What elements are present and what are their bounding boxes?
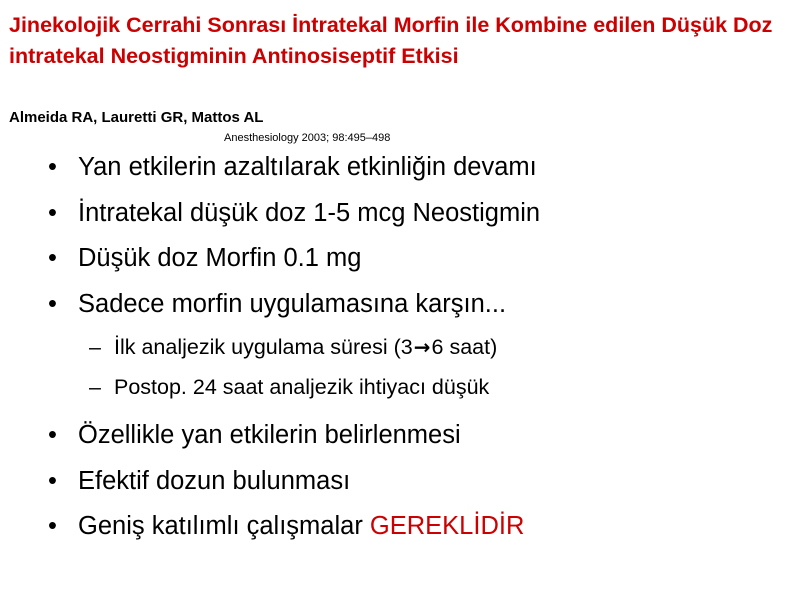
bullet-text: Efektif dozun bulunması — [78, 466, 351, 495]
arrow-right-icon: → — [413, 334, 431, 359]
bullet-text: Sadece morfin uygulamasına karşın... — [78, 289, 507, 318]
bullet-item — [0, 145, 800, 191]
sub-bullet-text-start: İlk analjezik uygulama süresi (3 — [114, 334, 413, 359]
bullet-dot-icon: • — [48, 421, 57, 450]
bullet-dot-icon: • — [48, 512, 57, 541]
sub-bullet-item — [0, 367, 800, 407]
dash-icon: – — [89, 374, 101, 399]
bullet-text-start: Geniş katılımlı çalışmalar — [78, 512, 370, 541]
bullet-dot-icon: • — [48, 198, 57, 227]
bullet-item — [0, 413, 800, 459]
journal-citation: Anesthesiology 2003; 98:495–498 — [224, 132, 391, 144]
dash-icon: – — [89, 334, 101, 359]
bullet-dot-icon: • — [48, 153, 57, 182]
bullet-dot-icon: • — [48, 244, 57, 273]
bullet-item — [0, 191, 800, 237]
bullet-item — [0, 504, 800, 550]
slide-title: Jinekolojik Cerrahi Sonrası İntratekal Morfin ile Kombine edilen Düşük Doz intratekal Neostigminin Antinosiseptif Etkisi — [9, 13, 773, 68]
sub-bullet-text: Postop. 24 saat analjezik ihtiyacı düşük — [114, 374, 490, 399]
sub-bullet-item — [0, 327, 800, 367]
bullet-text: Özellikle yan etkilerin belirlenmesi — [78, 421, 461, 450]
emphasis-text: GEREKLİDİR — [369, 512, 525, 541]
bullet-item — [0, 459, 800, 505]
bullet-text: Yan etkilerin azaltılarak etkinliğin devamı — [78, 153, 537, 182]
authors-line: Almeida RA, Lauretti GR, Mattos AL — [9, 109, 264, 126]
bullet-text: Düşük doz Morfin 0.1 mg — [78, 244, 362, 273]
bullet-item — [0, 282, 800, 328]
sub-bullet-text-end: 6 saat) — [431, 334, 498, 359]
sub-bullet-text — [114, 335, 497, 360]
bullet-dot-icon: • — [48, 289, 57, 318]
bullet-text — [78, 512, 524, 541]
bullet-text: İntratekal düşük doz 1-5 mcg Neostigmin — [78, 198, 541, 227]
bullet-dot-icon: • — [48, 466, 57, 495]
bullet-list — [0, 145, 800, 550]
bullet-item — [0, 236, 800, 282]
